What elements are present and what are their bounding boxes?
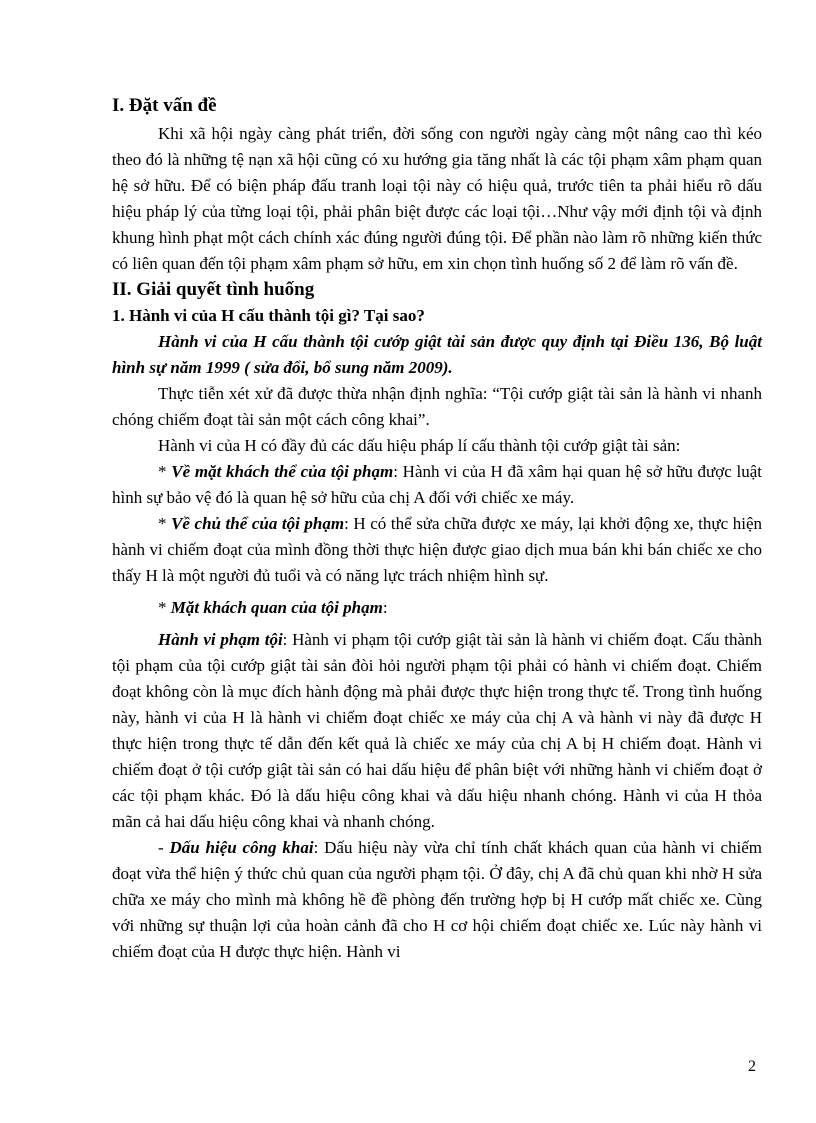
intro-paragraph: Hành vi của H có đầy đủ các dấu hiệu pháp lí cấu thành tội cướp giật tài sản: bbox=[158, 436, 681, 455]
hanh-vi-paragraph bbox=[112, 627, 762, 835]
hanh-vi-text: : Hành vi phạm tội cướp giật tài sản là hành vi chiếm đoạt. Cấu thành tội phạm của tội cướp giật tài sản đòi hỏi người phạm tội phải có hành vi chiếm đoạt. Chiếm đoạt không còn là mục đích hành động mà phải được thực hiện trong thực tế. Trong tình huống này, hành vi của H là hành vi chiếm đoạt chiếc xe máy của chị A và hành vi này đã được H thực hiện trong thực tế dẫn đến kết quả là chiếc xe máy của chị A bị H chiếm đoạt. Hành vi chiếm đoạt ở tội cướp giật tài sản có hai dấu hiệu để phân biệt với những hành vi chiếm đoạt ở các tội phạm khác. Đó là dấu hiệu công khai và dấu hiệu nhanh chóng. Hành vi của H thỏa mãn cả hai dấu hiệu công khai và nhanh chóng. bbox=[112, 630, 762, 831]
khach-the-paragraph: * Về mặt khách thể của tội phạm: Hành vi của H đã xâm hại quan hệ sở hữu được luật hình sự bảo vệ đó là quan hệ sở hữu của chị A đối với chiếc xe máy. bbox=[112, 462, 763, 507]
definition-paragraph: Thực tiễn xét xử đã được thừa nhận định nghĩa: “Tội cướp giật tài sản là hành vi nhanh chóng chiếm đoạt tài sản một cách công khai”. bbox=[112, 384, 762, 429]
khach-the-label: Về mặt khách thể của tội phạm bbox=[171, 462, 394, 481]
answer-paragraph: Hành vi của H cấu thành tội cướp giật tài sản được quy định tại Điều 136, Bộ luật hình sự năm 1999 ( sửa đổi, bổ sung năm 2009). bbox=[112, 332, 762, 377]
cong-khai-paragraph: - Dấu hiệu công khai: Dấu hiệu này vừa chỉ tính chất khách quan của hành vi chiếm đoạt vừa thể hiện ý thức chủ quan của người phạm tội. Ở đây, chị A đã chủ quan khi nhờ H sửa chữa xe máy cho mình mà không hề đề phòng đến trường hợp bị H cướp mất chiếc xe. Cùng với những sự thuận lợi của hoàn cảnh đã cho H cơ hội chiếm đoạt chiếc xe. Lúc này hành vi chiếm đoạt của H được thực hiện. Hành vi bbox=[112, 838, 763, 961]
chu-the-text: : H có thể sửa chữa được xe máy, lại khởi động xe, thực hiện hành vi chiếm đoạt của mình đồng thời thực hiện được giao dịch mua bán khi bán chiếc xe cho thấy H là một người đủ tuổi và có năng lực trách nhiệm hình sự. bbox=[112, 514, 763, 585]
question-1-heading: 1. Hành vi của H cấu thành tội gì? Tại sao? bbox=[112, 306, 425, 325]
khach-quan-colon: : bbox=[382, 598, 388, 617]
khach-quan-paragraph: * Mặt khách quan của tội phạm: bbox=[158, 598, 388, 617]
khach-the-text: : Hành vi của H đã xâm hại quan hệ sở hữu được luật hình sự bảo vệ đó là quan hệ sở hữu của chị A đối với chiếc xe máy. bbox=[112, 462, 763, 507]
section-1-paragraph: Khi xã hội ngày càng phát triển, đời sống con người ngày càng một nâng cao thì kéo theo đó là những tệ nạn xã hội cũng có xu hướng gia tăng nhất là các tội phạm xâm phạm quan hệ sở hữu. Để có biện pháp đấu tranh loại tội này có hiệu quả, trước tiên ta phải hiểu rõ dấu hiệu pháp lý của từng loại tội, phải phân biệt được các loại tội…Như vậy mới định tội và định khung hình phạt một cách chính xác đúng người đúng tội. Để phần nào làm rõ những kiến thức có liên quan đến tội phạm xâm phạm sở hữu, em xin chọn tình huống số 2 để làm rõ vấn đề. bbox=[112, 124, 762, 273]
cong-khai-text: : Dấu hiệu này vừa chỉ tính chất khách quan của hành vi chiếm đoạt vừa thể hiện ý thức chủ quan của người phạm tội. Ở đây, chị A đã chủ quan khi nhờ H sửa chữa xe máy cho mình mà không hề đề phòng đến trường hợp bị H cướp mất chiếc xe. Cùng với những sự thuận lợi của hoàn cảnh đã cho H cơ hội chiếm đoạt chiếc xe. Lúc này hành vi chiếm đoạt của H được thực hiện. Hành vi bbox=[112, 838, 763, 961]
page-content bbox=[112, 93, 762, 965]
page-number: 2 bbox=[748, 1058, 756, 1075]
section-2-title: II. Giải quyết tình huống bbox=[112, 279, 315, 300]
section-1-title: I. Đặt vấn đề bbox=[112, 95, 217, 116]
cong-khai-label: Dấu hiệu công khai bbox=[169, 838, 314, 857]
hanh-vi-label: Hành vi phạm tội bbox=[158, 630, 283, 649]
chu-the-label: Về chủ thể của tội phạm bbox=[171, 514, 345, 533]
khach-quan-label: Mặt khách quan của tội phạm bbox=[170, 598, 383, 617]
chu-the-paragraph: * Về chủ thể của tội phạm: H có thể sửa chữa được xe máy, lại khởi động xe, thực hiện hành vi chiếm đoạt của mình đồng thời thực hiện được giao dịch mua bán khi bán chiếc xe cho thấy H là một người đủ tuổi và có năng lực trách nhiệm hình sự. bbox=[112, 514, 763, 585]
